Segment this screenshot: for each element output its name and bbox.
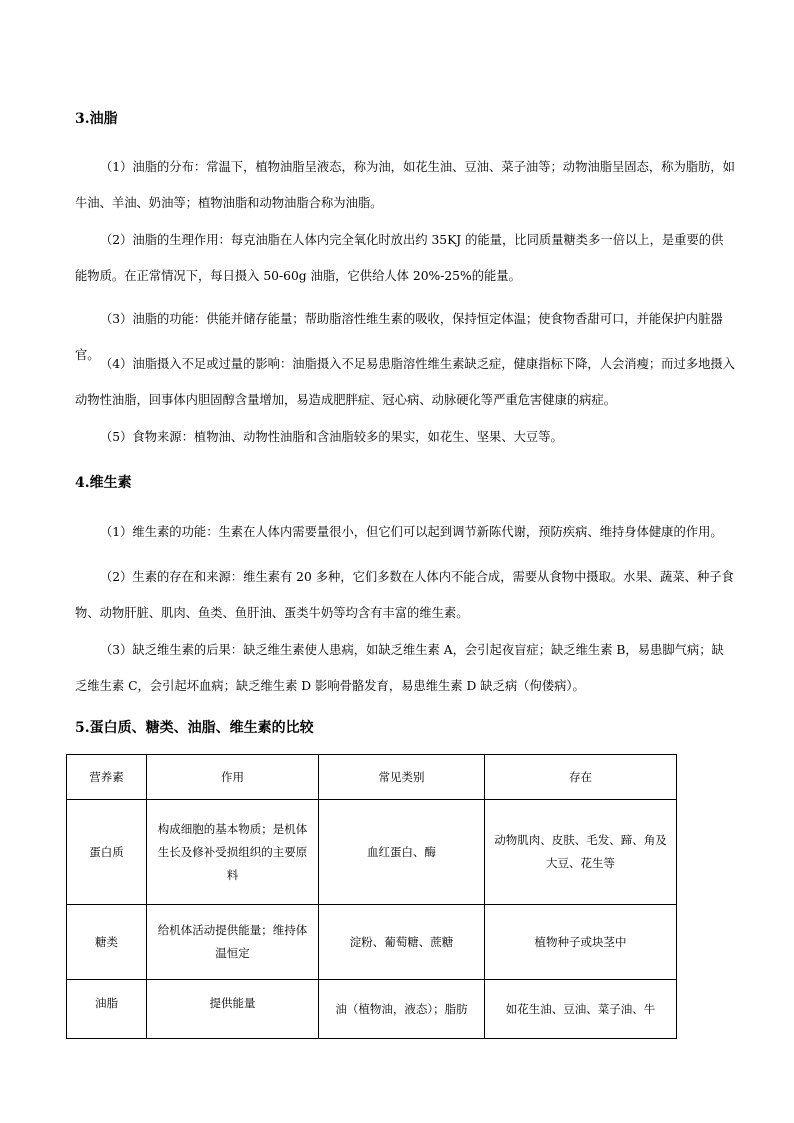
- paragraph-oil-function: （3）油脂的功能：供能并储存能量；帮助脂溶性维生素的吸收，保持恒定体温；使食物香甜可口，并能保护内脏器官。: [75, 312, 723, 362]
- cell-nutrient: 油脂: [67, 980, 147, 1039]
- section-heading-vitamin: 4.维生素: [75, 475, 132, 491]
- paragraph-oil-distribution: （1）油脂的分布：常温下，植物油脂呈液态，称为油，如花生油、豆油、菜子油等；动物油脂呈固态，称为脂肪，如牛油、羊油、奶油等；植物油脂和动物油脂合称为油脂。: [75, 160, 735, 210]
- cell-presence: 植物种子或块茎中: [485, 905, 677, 980]
- cell-nutrient: 糖类: [67, 905, 147, 980]
- cell-role: 给机体活动提供能量；维持体温恒定: [147, 905, 319, 980]
- table-header-row: [67, 755, 677, 800]
- table-row: [67, 800, 677, 905]
- header-nutrient: 营养素: [67, 755, 147, 800]
- cell-common-types: 血红蛋白、酶: [319, 800, 485, 905]
- cell-role: 提供能量: [147, 980, 319, 1039]
- header-role: 作用: [147, 755, 319, 800]
- cell-role: 构成细胞的基本物质；是机体生长及修补受损组织的主要原料: [147, 800, 319, 905]
- header-common-types: 常见类别: [319, 755, 485, 800]
- cell-common-types: 淀粉、葡萄糖、蔗糖: [319, 905, 485, 980]
- cell-nutrient: 蛋白质: [67, 800, 147, 905]
- paragraph-vitamin-deficiency: （3）缺乏维生素的后果：缺乏维生素使人患病，如缺乏维生素 A，会引起夜盲症；缺乏维生素 B，易患脚气病；缺乏维生素 C，会引起坏血病；缺乏维生素 D 影响骨骼发育，易患维生素 D 缺乏病（佝偻病）。: [75, 643, 724, 693]
- table-row: [67, 980, 677, 1039]
- comparison-table: [66, 754, 677, 1039]
- cell-presence: 动物肌肉、皮肤、毛发、蹄、角及大豆、花生等: [485, 800, 677, 905]
- header-presence: 存在: [485, 755, 677, 800]
- table-row: [67, 905, 677, 980]
- paragraph-oil-physiology: （2）油脂的生理作用：每克油脂在人体内完全氧化时放出约 35KJ 的能量，比同质量糖类多一倍以上，是重要的供能物质。在正常情况下，每日摄入 50-60g 油脂，它供给人体 20%-25%的能量。: [75, 233, 724, 283]
- cell-presence: 如花生油、豆油、菜子油、牛: [485, 980, 677, 1039]
- paragraph-oil-source: （5）食物来源：植物油、动物性油脂和含油脂较多的果实，如花生、坚果、大豆等。: [100, 430, 563, 444]
- paragraph-vitamin-function: （1）维生素的功能：生素在人体内需要量很小，但它们可以起到调节新陈代谢，预防疾病、维持身体健康的作用。: [100, 525, 723, 539]
- paragraph-vitamin-source: （2）生素的存在和来源：维生素有 20 多种，它们多数在人体内不能合成，需要从食物中摄取。水果、蔬菜、种子食物、动物肝脏、肌肉、鱼类、鱼肝油、蛋类牛奶等均含有丰富的维生素。: [75, 570, 734, 620]
- paragraph-oil-intake: （4）油脂摄入不足或过量的影响：油脂摄入不足易患脂溶性维生素缺乏症，健康指标下降，人会消瘦；而过多地摄入动物性油脂，回事体内胆固醇含量增加，易造成肥胖症、冠心病、动脉硬化等严重危害健康的病症。: [75, 357, 735, 407]
- section-heading-oil: 3.油脂: [75, 111, 118, 127]
- cell-common-types: 油（植物油，液态）；脂肪: [319, 980, 485, 1039]
- section-heading-compare: 5.蛋白质、糖类、油脂、维生素的比较: [75, 720, 314, 736]
